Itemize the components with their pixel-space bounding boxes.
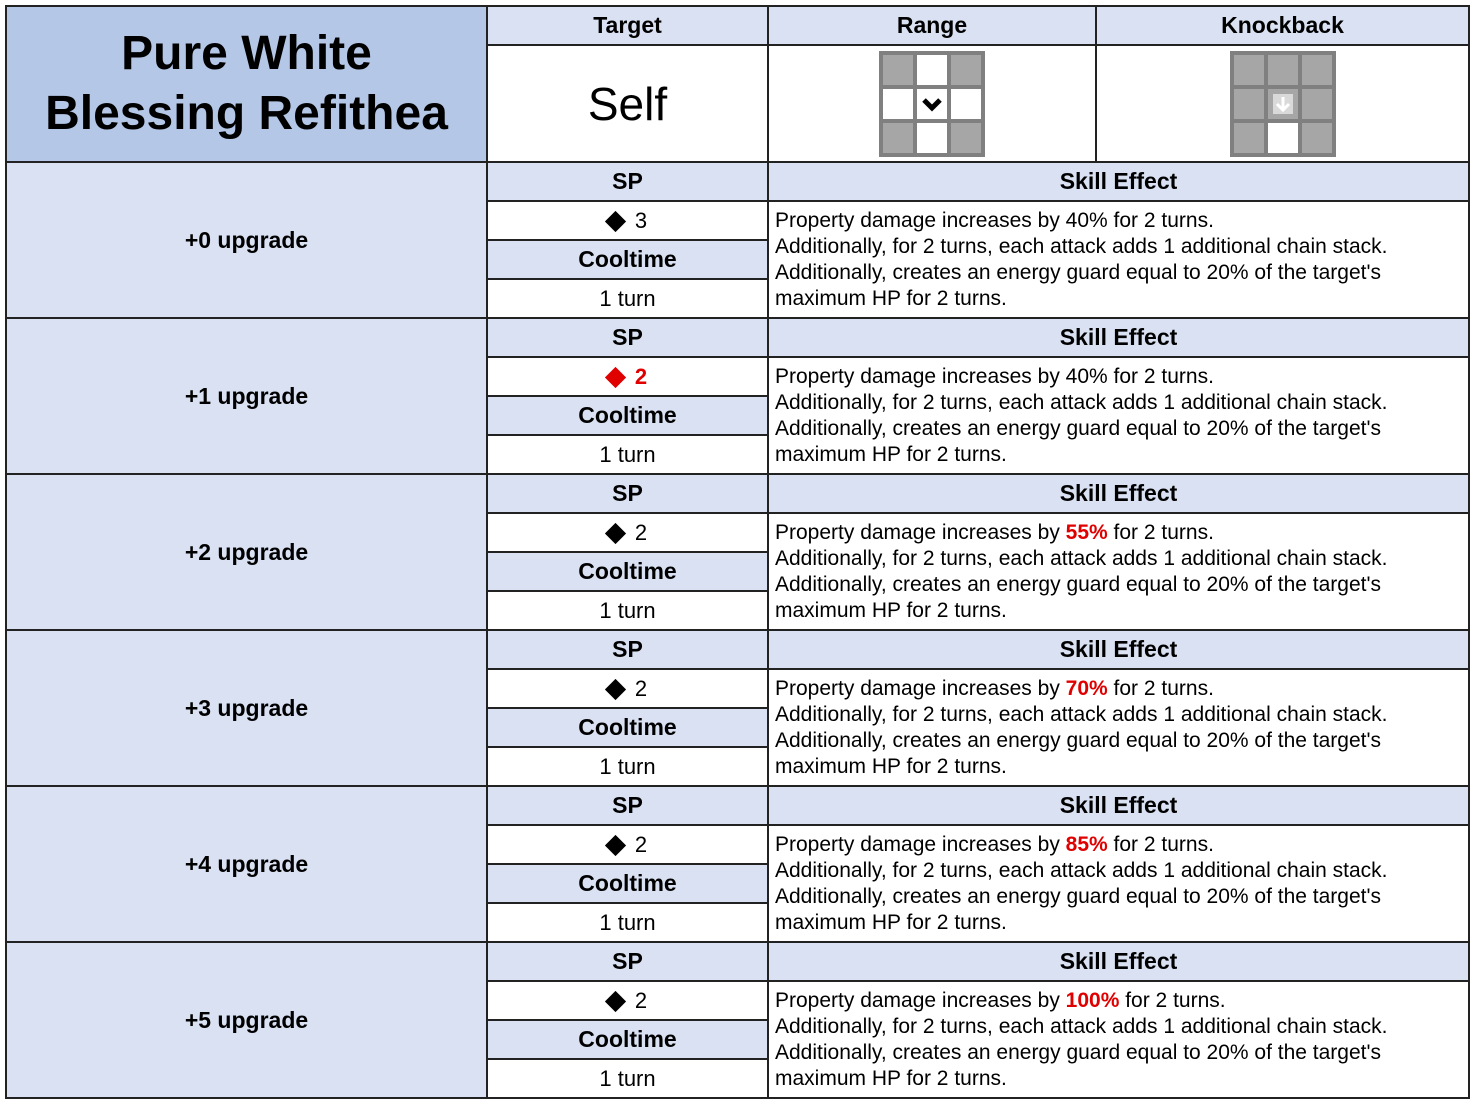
- upgrade-block-1: [6, 318, 1469, 357]
- cooltime-value: 1 turn: [487, 747, 768, 786]
- upgrade-block-0: [6, 162, 1469, 201]
- effect-line3: Additionally, creates an energy guard equal to 20% of the target's: [775, 416, 1382, 440]
- upgrade-block-5: [6, 942, 1469, 981]
- target-header: Target: [487, 6, 768, 45]
- effect-line2: Additionally, for 2 turns, each attack adds 1 additional chain stack.: [775, 1014, 1388, 1038]
- diamond-icon: [605, 210, 626, 231]
- effect-line1: Property damage increases by 85% for 2 turns.: [775, 832, 1214, 856]
- sp-value: 2: [634, 519, 648, 545]
- skill-effect-text: [768, 981, 1469, 1098]
- effect-percent: 40%: [1065, 208, 1108, 232]
- skill-table: [5, 5, 1470, 1099]
- sp-value: 3: [634, 207, 648, 233]
- effect-line4: maximum HP for 2 turns.: [775, 910, 1007, 934]
- cooltime-header: Cooltime: [487, 864, 768, 903]
- upgrade-block-2: [6, 474, 1469, 513]
- skill-effect-text: [768, 825, 1469, 942]
- diamond-icon: [605, 834, 626, 855]
- effect-percent: 100%: [1065, 988, 1120, 1012]
- upgrade-block-4: [6, 786, 1469, 825]
- skill-effect-text: [768, 669, 1469, 786]
- sp-header: SP: [487, 318, 768, 357]
- sp-value: 2: [634, 831, 648, 857]
- knockback-cell: [1096, 45, 1469, 162]
- effect-line1: Property damage increases by 40% for 2 turns.: [775, 208, 1214, 232]
- cooltime-value: 1 turn: [487, 591, 768, 630]
- upgrade-block-3: [6, 630, 1469, 669]
- skill-effect-text: [768, 201, 1469, 318]
- range-grid-icon: [879, 51, 985, 157]
- effect-line1: Property damage increases by 40% for 2 turns.: [775, 364, 1214, 388]
- diamond-icon: [605, 522, 626, 543]
- diamond-icon: [605, 990, 626, 1011]
- effect-line1: Property damage increases by 55% for 2 turns.: [775, 520, 1214, 544]
- sp-value-cell: [487, 825, 768, 864]
- effect-line1: Property damage increases by 70% for 2 turns.: [775, 676, 1214, 700]
- upgrade-label: +2 upgrade: [6, 474, 487, 630]
- sp-value-cell: [487, 513, 768, 552]
- upgrade-label: +4 upgrade: [6, 786, 487, 942]
- sp-value-cell: [487, 357, 768, 396]
- skill-effect-header: Skill Effect: [768, 474, 1469, 513]
- sp-header: SP: [487, 942, 768, 981]
- skill-title: [6, 6, 487, 162]
- effect-line3: Additionally, creates an energy guard equal to 20% of the target's: [775, 260, 1382, 284]
- skill-effect-header: Skill Effect: [768, 942, 1469, 981]
- sp-value: 2: [634, 675, 648, 701]
- skill-effect-header: Skill Effect: [768, 318, 1469, 357]
- sp-value-cell: [487, 981, 768, 1020]
- upgrade-label: +3 upgrade: [6, 630, 487, 786]
- effect-line3: Additionally, creates an energy guard equal to 20% of the target's: [775, 884, 1382, 908]
- sp-value-cell: [487, 201, 768, 240]
- effect-line4: maximum HP for 2 turns.: [775, 754, 1007, 778]
- effect-line4: maximum HP for 2 turns.: [775, 286, 1007, 310]
- cooltime-header: Cooltime: [487, 240, 768, 279]
- target-value: Self: [487, 45, 768, 162]
- cooltime-header: Cooltime: [487, 1020, 768, 1059]
- cooltime-header: Cooltime: [487, 396, 768, 435]
- effect-line3: Additionally, creates an energy guard equal to 20% of the target's: [775, 1040, 1382, 1064]
- effect-line4: maximum HP for 2 turns.: [775, 442, 1007, 466]
- sp-value: 2: [634, 987, 648, 1013]
- sp-value: 2: [634, 363, 648, 389]
- sp-header: SP: [487, 786, 768, 825]
- sp-value-cell: [487, 669, 768, 708]
- skill-effect-text: [768, 357, 1469, 474]
- effect-percent: 55%: [1065, 520, 1108, 544]
- effect-line3: Additionally, creates an energy guard equal to 20% of the target's: [775, 572, 1382, 596]
- effect-line2: Additionally, for 2 turns, each attack adds 1 additional chain stack.: [775, 702, 1388, 726]
- skill-title-line2: Blessing Refithea: [45, 87, 448, 140]
- effect-percent: 85%: [1065, 832, 1108, 856]
- effect-line2: Additionally, for 2 turns, each attack adds 1 additional chain stack.: [775, 858, 1388, 882]
- sp-header: SP: [487, 162, 768, 201]
- cooltime-value: 1 turn: [487, 279, 768, 318]
- effect-line1: Property damage increases by 100% for 2 turns.: [775, 988, 1226, 1012]
- cooltime-header: Cooltime: [487, 708, 768, 747]
- cooltime-value: 1 turn: [487, 435, 768, 474]
- diamond-icon: [605, 366, 626, 387]
- range-cell: [768, 45, 1096, 162]
- skill-effect-header: Skill Effect: [768, 786, 1469, 825]
- effect-percent: 40%: [1065, 364, 1108, 388]
- cooltime-header: Cooltime: [487, 552, 768, 591]
- effect-percent: 70%: [1065, 676, 1108, 700]
- sp-header: SP: [487, 630, 768, 669]
- effect-line3: Additionally, creates an energy guard equal to 20% of the target's: [775, 728, 1382, 752]
- effect-line2: Additionally, for 2 turns, each attack adds 1 additional chain stack.: [775, 234, 1388, 258]
- knockback-header: Knockback: [1096, 6, 1469, 45]
- knockback-grid-icon: [1230, 51, 1336, 157]
- sp-header: SP: [487, 474, 768, 513]
- cooltime-value: 1 turn: [487, 903, 768, 942]
- skill-effect-header: Skill Effect: [768, 630, 1469, 669]
- cooltime-value: 1 turn: [487, 1059, 768, 1098]
- effect-line4: maximum HP for 2 turns.: [775, 598, 1007, 622]
- skill-effect-text: [768, 513, 1469, 630]
- range-header: Range: [768, 6, 1096, 45]
- upgrade-label: +0 upgrade: [6, 162, 487, 318]
- upgrade-label: +5 upgrade: [6, 942, 487, 1098]
- effect-line2: Additionally, for 2 turns, each attack adds 1 additional chain stack.: [775, 390, 1388, 414]
- effect-line2: Additionally, for 2 turns, each attack adds 1 additional chain stack.: [775, 546, 1388, 570]
- skill-title-line1: Pure White: [121, 27, 372, 80]
- skill-effect-header: Skill Effect: [768, 162, 1469, 201]
- diamond-icon: [605, 678, 626, 699]
- upgrade-label: +1 upgrade: [6, 318, 487, 474]
- effect-line4: maximum HP for 2 turns.: [775, 1066, 1007, 1090]
